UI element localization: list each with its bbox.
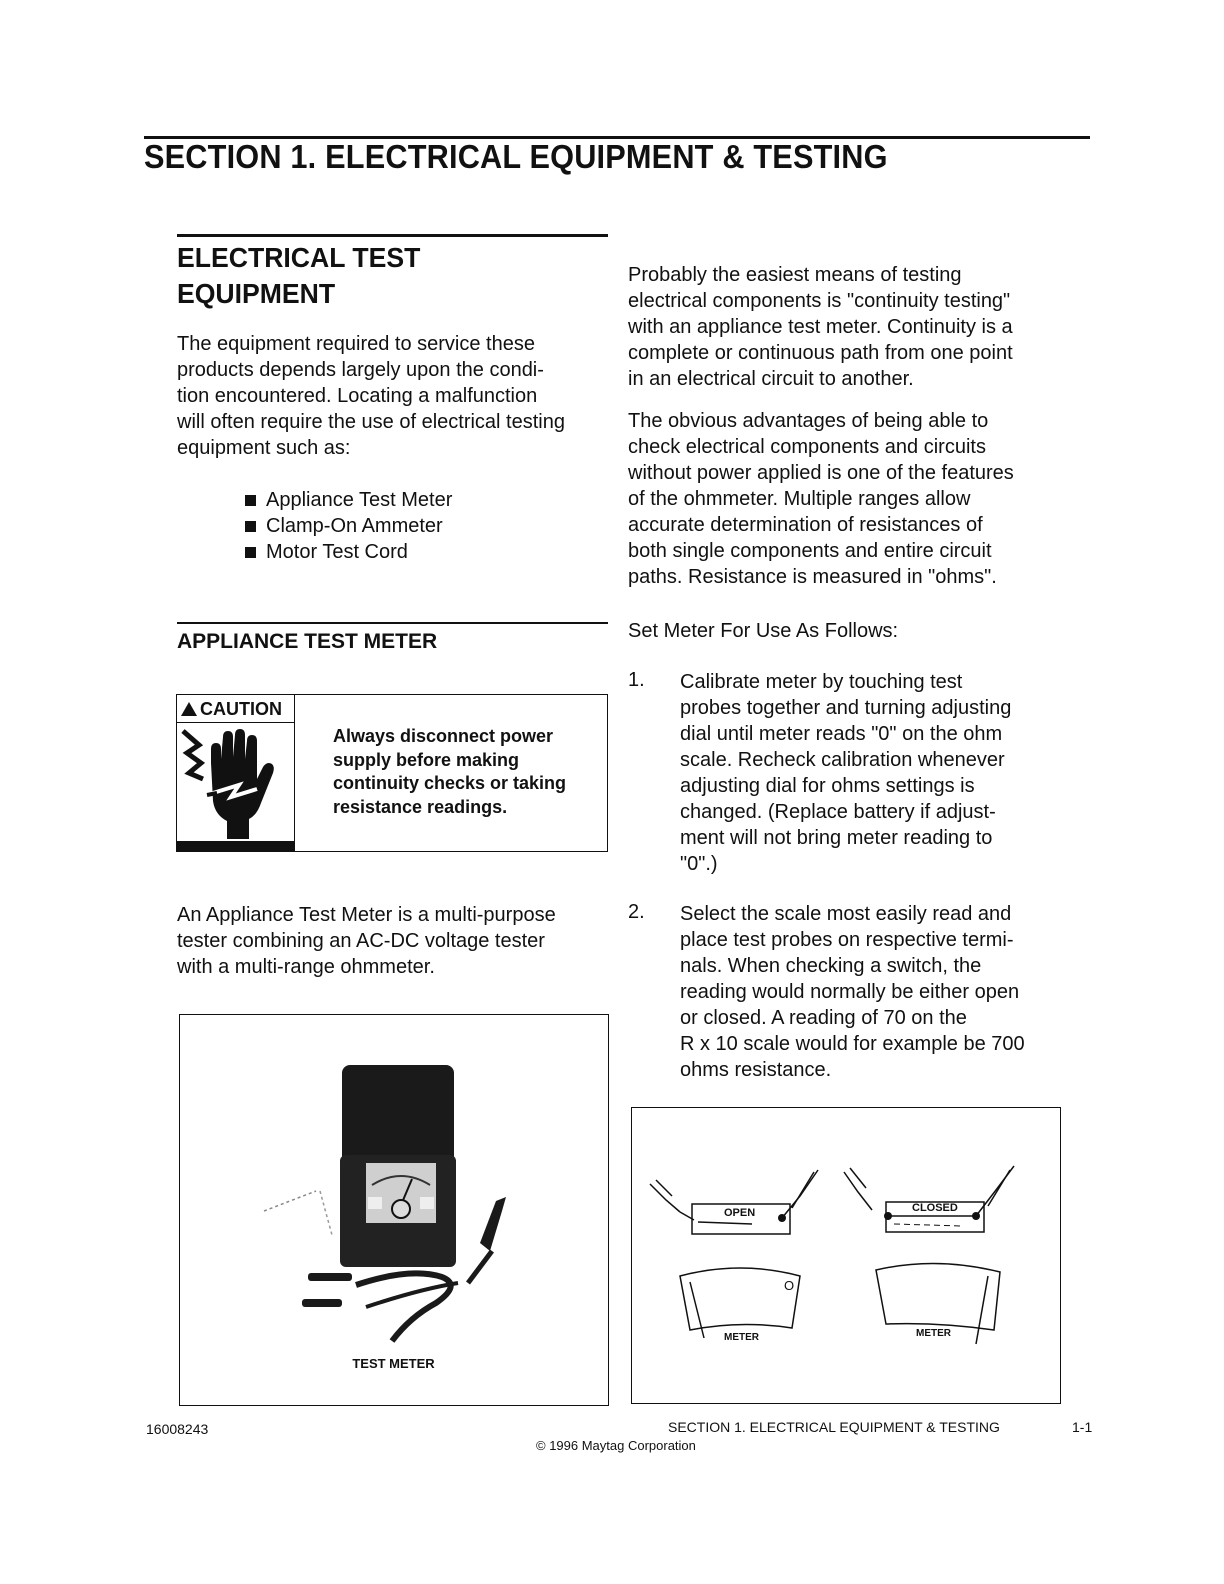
continuity-paragraph: Probably the easiest means of testing electrical components is "continuity testing" with an appliance test meter. Continuity is a complete or continuous path from one point in an electrical circuit to another. xyxy=(628,264,1013,390)
electric-shock-hand-icon xyxy=(177,723,295,851)
step-number: 2. xyxy=(628,901,645,923)
page-number: 1-1 xyxy=(1072,1419,1093,1435)
meter-description: An Appliance Test Meter is a multi-purpose tester combining an AC-DC voltage tester with a multi-range ohmmeter. xyxy=(177,904,556,978)
doc-number: 16008243 xyxy=(146,1421,209,1437)
electrical-test-equipment-heading: ELECTRICAL TEST EQUIPMENT xyxy=(177,242,421,309)
test-meter-illustration xyxy=(180,1015,607,1355)
bullet-square-icon xyxy=(245,495,256,506)
list-item: Clamp-On Ammeter xyxy=(245,513,452,539)
section-title: SECTION 1. ELECTRICAL EQUIPMENT & TESTING xyxy=(144,138,888,175)
appliance-test-meter-heading: APPLIANCE TEST METER xyxy=(177,630,438,653)
caution-text: Always disconnect power supply before making continuity checks or taking resistance readings. xyxy=(333,726,567,817)
footer-section: SECTION 1. ELECTRICAL EQUIPMENT & TESTING xyxy=(668,1419,1000,1435)
copyright: © 1996 Maytag Corporation xyxy=(536,1438,696,1453)
subheading-rule xyxy=(177,622,608,624)
step-number: 1. xyxy=(628,669,645,691)
ohmmeter-paragraph: The obvious advantages of being able to check electrical components and circuits without power applied is one of the features of the ohmmeter. Multiple ranges allow accurate determination of resistances of both single components and entire circuit paths. Resistance is measured in "ohms". xyxy=(628,410,1014,588)
test-meter-figure xyxy=(179,1014,609,1406)
step-1-text: Calibrate meter by touching test probes together and turning adjusting dial until meter reads "0" on the ohm scale. Recheck calibration whenever adjusting dial for ohms settings is changed. (Replace battery if adjust- ment will not bring meter reading to "0".) xyxy=(680,671,1012,875)
switch-reading-diagram xyxy=(631,1107,1061,1404)
bullet-square-icon xyxy=(245,547,256,558)
bullet-square-icon xyxy=(245,521,256,532)
caution-label: CAUTION xyxy=(177,695,295,723)
open-meter-label: METER xyxy=(724,1332,759,1343)
closed-label: CLOSED xyxy=(912,1202,958,1214)
figure-caption: TEST METER xyxy=(352,1356,435,1371)
warning-triangle-icon xyxy=(181,702,197,716)
open-meter-reading: O xyxy=(784,1278,795,1293)
open-label: OPEN xyxy=(724,1207,756,1219)
caution-box xyxy=(176,694,608,852)
list-item: Motor Test Cord xyxy=(245,539,452,565)
equipment-list xyxy=(245,487,452,565)
heading-rule xyxy=(177,234,608,237)
switch-diagram-drawing xyxy=(632,1108,1059,1402)
list-item: Appliance Test Meter xyxy=(245,487,452,513)
caution-bar xyxy=(177,841,295,851)
set-meter-instruction: Set Meter For Use As Follows: xyxy=(628,620,899,642)
intro-paragraph: The equipment required to service these products depends largely upon the condi- tion encountered. Locating a malfunction will often require the use of electrical testing equipment such as: xyxy=(177,333,565,459)
step-2-text: Select the scale most easily read and place test probes on respective termi- nals. When checking a switch, the reading would normally be either open or closed. A reading of 70 on the R x 10 scale would for example be 700 ohms resistance. xyxy=(680,903,1025,1081)
closed-meter-label: METER xyxy=(916,1328,951,1339)
